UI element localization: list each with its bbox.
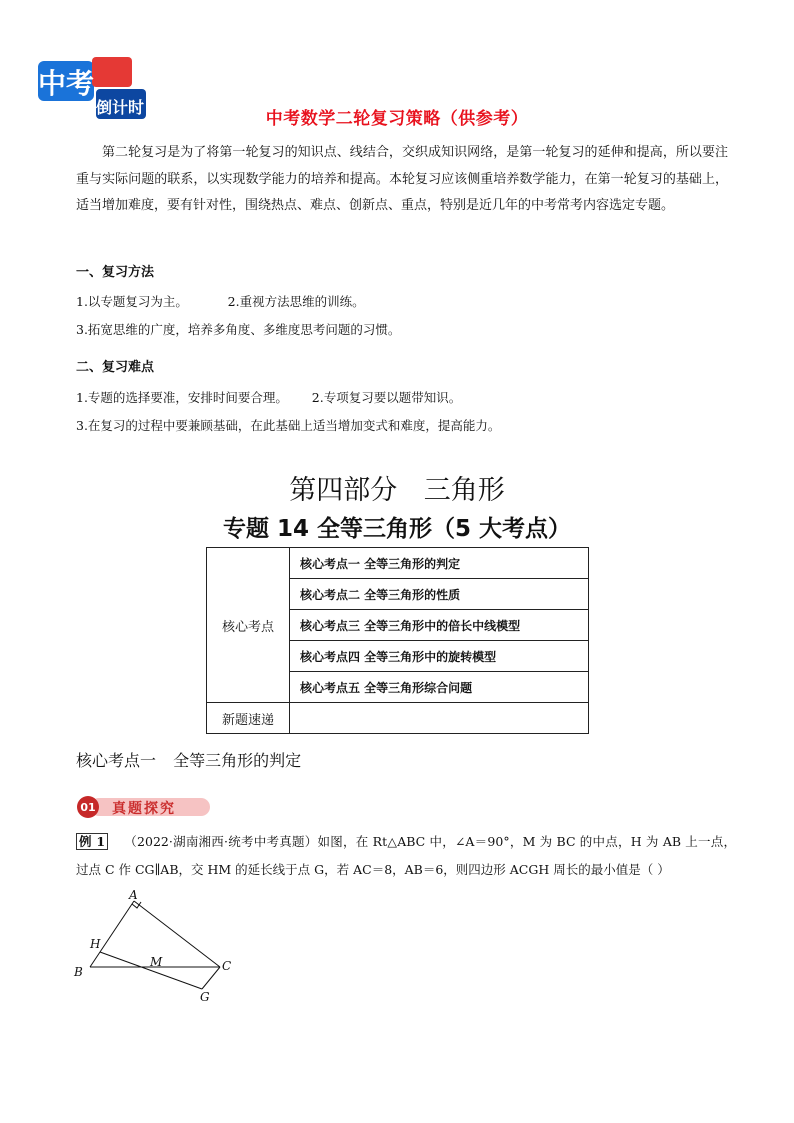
geometry-figure (66, 888, 246, 1006)
methods-line-1: 1.以专题复习为主。 2.重视方法思维的训练。 (76, 294, 365, 309)
segment-ab (90, 901, 134, 967)
intro-paragraph: 第二轮复习是为了将第一轮复习的知识点、线结合，交织成知识网络，是第一轮复习的延伸和提高，所以要注重与实际问题的联系，以实现数学能力的培养和提高。本轮复习应该侧重培养数学能力，在第一轮复习的基础上，适当增加难度，要有针对性，围绕热点、难点、创新点、重点，特别是近几年的中考常考内容选定专题。 (76, 145, 728, 213)
label-b: B (74, 965, 83, 979)
label-g: G (200, 990, 210, 1004)
core-point-title: 核心考点一 全等三角形的判定 (76, 751, 302, 770)
toc-item-2: 核心考点二 全等三角形的性质 (290, 579, 589, 610)
example-text: （2022·湖南湘西·统考中考真题）如图，在 Rt△ABC 中，∠A＝90°，M 为 BC 的中点，H 为 AB 上一点，过点 C 作 CG∥AB，交 HM 的延长线于点 G，若 AC＝8，AB＝6，则四边形 ACGH 周长的最小值是（ ） (76, 834, 736, 877)
toc-item-4: 核心考点四 全等三角形中的旋转模型 (290, 641, 589, 672)
table-row (207, 703, 589, 734)
badge-number: 01 (80, 801, 96, 814)
label-m: M (150, 955, 163, 969)
document-title: 中考数学二轮复习策略（供参考） (265, 109, 529, 129)
methods-line-2: 3.拓宽思维的广度，培养多角度、多维度思考问题的习惯。 (76, 322, 401, 337)
section-heading-difficulties: 二、复习难点 (76, 360, 155, 375)
table-footer-header: 新题速递 (207, 703, 290, 734)
segment-ac (134, 901, 220, 967)
section-heading-methods: 一、复习方法 (76, 265, 155, 280)
table-footer-value (290, 703, 589, 734)
logo-block-red (92, 57, 132, 87)
example-1 (76, 828, 736, 884)
toc-item-5: 核心考点五 全等三角形综合问题 (290, 672, 589, 703)
logo-text-top: 中考 (37, 67, 95, 100)
table-row (207, 548, 589, 579)
table-row-header: 核心考点 (207, 548, 290, 703)
segment-cg (202, 967, 220, 989)
toc-item-1: 核心考点一 全等三角形的判定 (290, 548, 589, 579)
toc-item-3: 核心考点三 全等三角形中的倍长中线模型 (290, 610, 589, 641)
label-a: A (129, 888, 138, 902)
difficulties-line-2: 3.在复习的过程中要兼顾基础，在此基础上适当增加变式和难度，提高能力。 (76, 418, 501, 433)
example-tag: 例 1 (76, 833, 108, 850)
part-title: 第四部分 三角形 (289, 475, 505, 506)
topic-title: 专题 14 全等三角形（5 大考点） (222, 516, 572, 542)
label-h: H (90, 937, 101, 951)
logo-text-bottom: 倒计时 (95, 98, 145, 117)
core-points-table (206, 547, 589, 734)
label-c: C (222, 959, 232, 973)
badge-label: 真题探究 (112, 801, 176, 817)
difficulties-line-1: 1.专题的选择要准，安排时间要合理。 2.专项复习要以题带知识。 (76, 390, 462, 405)
